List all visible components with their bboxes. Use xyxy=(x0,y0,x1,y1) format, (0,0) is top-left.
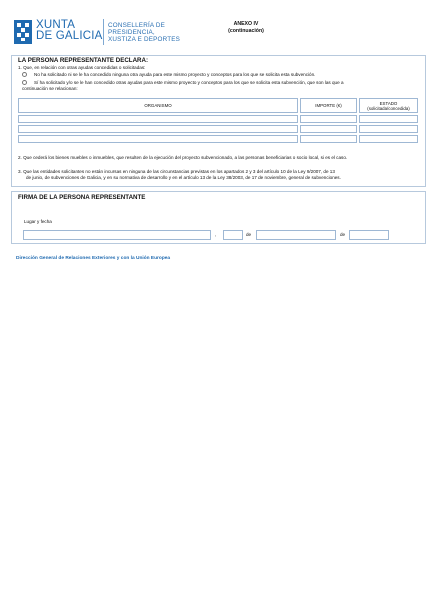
option-other-aid-label: Sí ha solicitado y/o se le han concedido otras ayudas para este mismo proyecto y conceptos para los que se solicita esta subvención, que son las que a xyxy=(34,80,344,85)
logo-wordmark xyxy=(36,20,103,42)
place-input[interactable] xyxy=(23,230,211,240)
declaration-item-3: 3. Que las entidades solicitantes no están incursas en ninguna de las circunstancias previstas en los apartados 2 y 3 del artículo 10 de la Ley 9/2007, de 13 xyxy=(18,169,335,174)
logo-line2: DE GALICIA xyxy=(36,30,103,42)
radio-other-aid[interactable] xyxy=(22,80,27,85)
estado-input[interactable] xyxy=(359,115,418,123)
declaration-item-3-cont: de junio, de subvenciones de Galicia, y en su normativa de desarrollo y en el artículo 13 de la Ley 38/2003, de 17 de noviembre, general de subvenciones. xyxy=(26,175,341,180)
column-header-organismo: ORGANISMO xyxy=(18,98,298,113)
year-input[interactable] xyxy=(349,230,389,240)
declaration-item-1: 1. Que, en relación con otras ayudas concedidas o solicitadas: xyxy=(18,65,146,70)
column-header-importe: IMPORTE (€) xyxy=(300,98,357,113)
place-date-label: Lugar y fecha xyxy=(24,219,52,224)
footer-department: Dirección General de Relaciones Exteriores y con la Unión Europea xyxy=(16,256,171,261)
logo-divider xyxy=(103,19,104,45)
declaration-title: LA PERSONA REPRESENTANTE DECLARA: xyxy=(18,57,149,64)
annex-continuation: (continuación) xyxy=(228,28,264,34)
option-no-other-aid-label: No ha solicitado ni se le ha concedido ninguna otra ayuda para este mismo proyecto y conceptos para los que se solicita esta subvención. xyxy=(34,72,316,77)
day-input[interactable] xyxy=(223,230,243,240)
option-other-aid-label-cont: continuación se relacionan: xyxy=(22,86,78,91)
signature-title: FIRMA DE LA PERSONA REPRESENTANTE xyxy=(18,194,146,201)
annex-number: ANEXO IV xyxy=(233,21,259,27)
comma-separator: , xyxy=(215,232,217,237)
radio-no-other-aid[interactable] xyxy=(22,72,27,77)
xunta-logo-icon xyxy=(14,20,32,44)
dept-line2: PRESIDENCIA, xyxy=(108,29,155,36)
column-header-estado: ESTADO (solicitada/concedida) xyxy=(359,98,418,113)
logo-line1: XUNTA xyxy=(36,19,76,31)
declaration-item-2: 2. Que cederá los bienes muebles o inmuebles, que resulten de la ejecución del proyecto subvencionado, a las personas beneficiarias o socio local, si es el caso. xyxy=(18,155,348,160)
estado-input[interactable] xyxy=(359,125,418,133)
month-input[interactable] xyxy=(256,230,336,240)
de-label-1: de xyxy=(246,232,252,237)
dept-line1: CONSELLERÍA DE xyxy=(108,22,166,29)
aid-table-header xyxy=(18,98,418,113)
dept-line3: XUSTIZA E DEPORTES xyxy=(108,36,181,43)
annex-title xyxy=(217,21,275,35)
importe-input[interactable] xyxy=(300,125,357,133)
importe-input[interactable] xyxy=(300,115,357,123)
estado-input[interactable] xyxy=(359,135,418,143)
importe-input[interactable] xyxy=(300,135,357,143)
department-name xyxy=(108,22,180,43)
organismo-input[interactable] xyxy=(18,125,298,133)
organismo-input[interactable] xyxy=(18,135,298,143)
de-label-2: de xyxy=(340,232,346,237)
organismo-input[interactable] xyxy=(18,115,298,123)
document-header xyxy=(12,18,432,50)
